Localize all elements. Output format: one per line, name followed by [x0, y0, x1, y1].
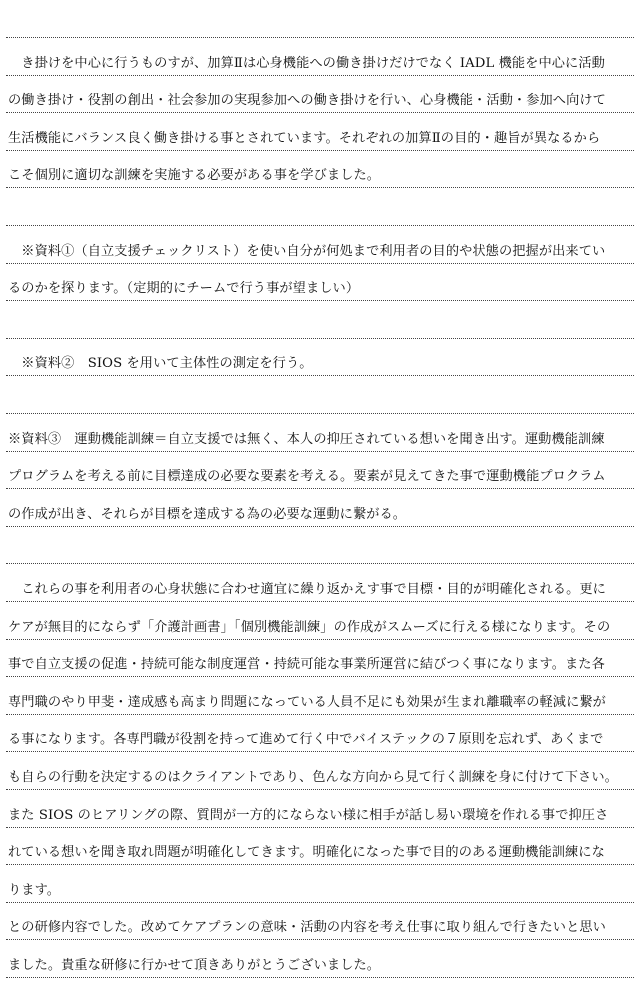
- ruled-line: [6, 301, 634, 339]
- text-line: ました。貴重な研修に行かせて頂きありがとうございました。: [8, 958, 381, 973]
- text-line: 専門職のやり甲斐・達成感も高まり問題になっている人員不足にも効果が生まれ離職率の軽減に繋が: [8, 694, 606, 710]
- text-line: ※資料③ 運動機能訓練＝自立支援では無く、本人の抑圧されている想いを聞き出す。運動機能訓練: [8, 431, 605, 447]
- text-line: との研修内容でした。改めてケアプランの意味・活動の内容を考え仕事に取り組んで行きたいと思い: [8, 920, 606, 936]
- ruled-line: [6, 188, 634, 226]
- text-line: こそ個別に適切な訓練を実施する必要がある事を学びました。: [8, 168, 381, 184]
- text-line: ケアが無目的にならず「介護計画書」「個別機能訓練」の作成がスムーズに行える様になります。その: [8, 619, 611, 635]
- text-line: 事で自立支援の促進・持続可能な制度運営・持続可能な事業所運営に結びつく事になります。また各: [8, 657, 605, 673]
- text-line: れている想いを聞き取れ問題が明確化してきます。明確化になった事で目的のある運動機能訓練にな: [8, 845, 605, 861]
- text-line: の働き掛け・役割の創出・社会参加の実現参加への働き掛けを行い、心身機能・活動・参加へ向けて: [8, 93, 606, 109]
- text-line: の作成が出き、それらが目標を達成する為の必要な運動に繋がる。: [8, 506, 407, 522]
- text-line: ※資料①（自立支援チェックリスト）を使い自分が何処まで利用者の目的や状態の把握が出来てい: [8, 243, 606, 259]
- text-line: るのかを探ります。（定期的にチームで行う事が望ましい）: [8, 281, 360, 297]
- ruled-line: [6, 376, 634, 414]
- text-line: る事になります。各専門職が役割を持って進めて行く中でバイステックの７原則を忘れず、あくまで: [8, 732, 604, 748]
- ruled-line: [6, 526, 634, 564]
- text-line: プログラムを考える前に目標達成の必要な要素を考える。要素が見えてきた事で運動機能プロクラム: [8, 469, 606, 485]
- text-line: き掛けを中心に行うものすが、加算Ⅱは心身機能への働き掛けだけでなく IADL 機能を中心に活動: [8, 55, 605, 71]
- text-line: また SIOS のヒアリングの際、質問が一方的にならない様に相手が話し易い環境を作れる事で抑圧さ: [8, 807, 609, 823]
- text-line: ります。: [8, 882, 61, 898]
- text-line: ※資料② SIOS を用いて主体性の測定を行う。: [8, 356, 313, 372]
- text-line: 生活機能にバランス良く働き掛ける事とされています。それぞれの加算Ⅱの目的・趣旨が異なるから: [8, 130, 601, 146]
- text-line: も自らの行動を決定するのはクライアントであり、色んな方向から見て行く訓練を身に付けて下さい。: [8, 770, 618, 785]
- ruled-line: [6, 0, 634, 38]
- text-line: これらの事を利用者の心身状態に合わせ適宜に繰り返かえす事で目標・目的が明確化される。更に: [8, 582, 606, 597]
